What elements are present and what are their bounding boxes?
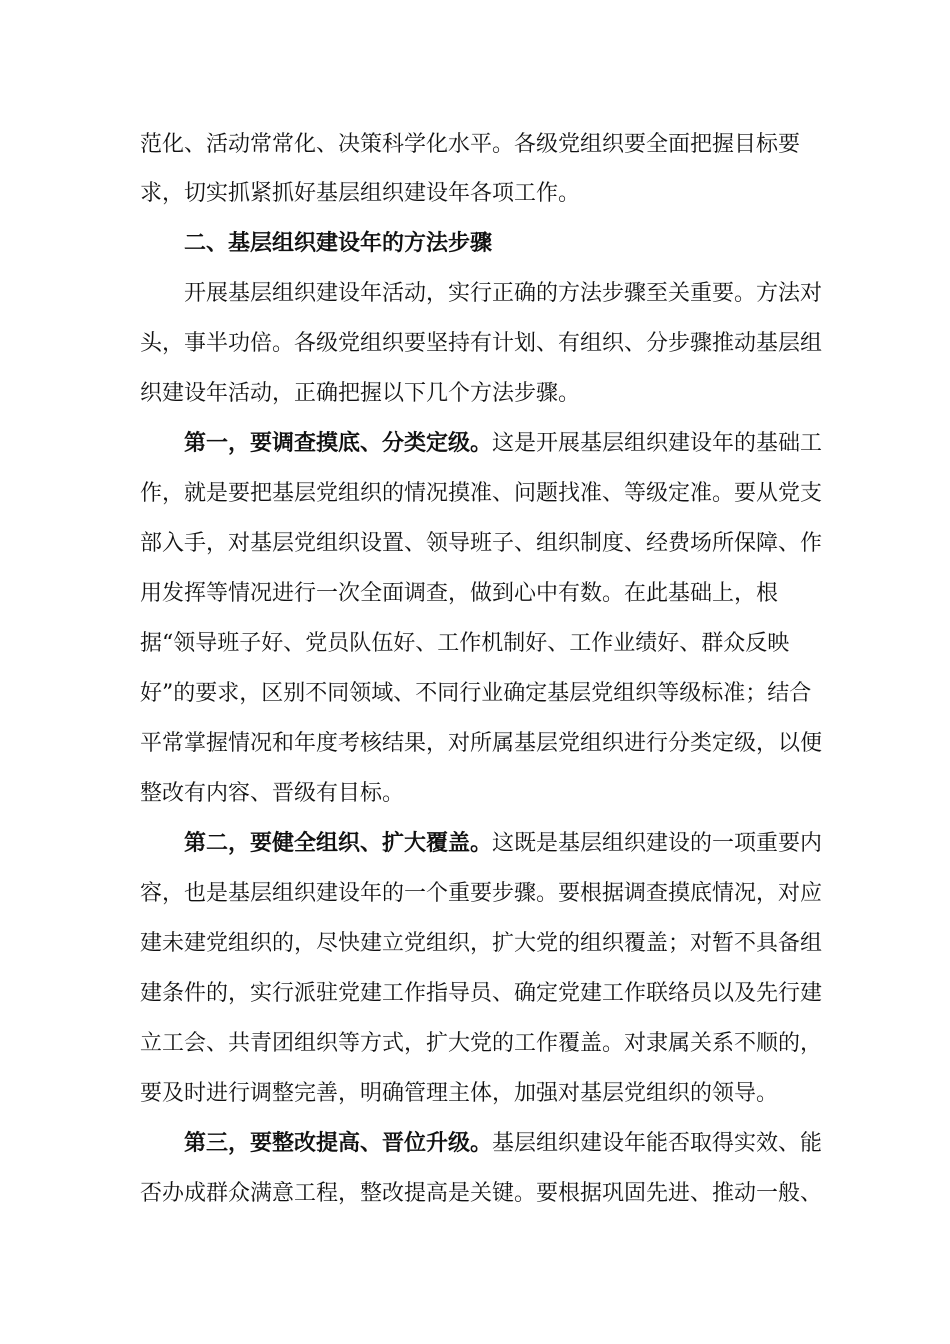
- text-span: 求，切实抓紧抓好基层组织建设年各项工作。: [140, 181, 581, 206]
- text-span: 头，事半功倍。各级党组织要坚持有计划、有组织、分步骤推动基层组: [140, 331, 823, 356]
- text-span: 这既是基层组织建设的一项重要内: [492, 831, 823, 856]
- step-one-lead: 第一，要调查摸底、分类定级。: [184, 431, 493, 456]
- paragraph-line: [0, 1174, 950, 1214]
- paragraph-line: [0, 1024, 950, 1064]
- text-span: 建未建党组织的，尽快建立党组织，扩大党的组织覆盖；对暂不具备组: [140, 931, 823, 956]
- paragraph-line: [0, 125, 950, 165]
- paragraph-line: [0, 1074, 950, 1114]
- paragraph-line: [0, 574, 950, 614]
- paragraph-line: [0, 674, 950, 714]
- text-span: 作，就是要把基层党组织的情况摸准、问题找准、等级定准。要从党支: [140, 481, 823, 506]
- paragraph-line: [0, 524, 950, 564]
- step-three-lead: 第三，要整改提高、晋位升级。: [184, 1131, 493, 1156]
- paragraph-line: [0, 474, 950, 514]
- section-heading: [0, 224, 950, 264]
- paragraph-line: [0, 974, 950, 1014]
- text-span: 织建设年活动，正确把握以下几个方法步骤。: [140, 381, 581, 406]
- paragraph-line: [0, 724, 950, 764]
- paragraph-line: [0, 324, 950, 364]
- paragraph-line: [0, 774, 950, 814]
- text-span: 平常掌握情况和年度考核结果，对所属基层党组织进行分类定级，以便: [140, 731, 823, 756]
- paragraph-line: [0, 374, 950, 414]
- paragraph-line: [0, 824, 950, 864]
- paragraph-line: [0, 174, 950, 214]
- text-span: 用发挥等情况进行一次全面调查，做到心中有数。在此基础上，根: [140, 581, 779, 606]
- text-span: 整改有内容、晋级有目标。: [140, 781, 405, 806]
- text-span: 容，也是基层组织建设年的一个重要步骤。要根据调查摸底情况，对应: [140, 881, 823, 906]
- text-span: 据“领导班子好、党员队伍好、工作机制好、工作业绩好、群众反映: [140, 631, 790, 656]
- paragraph-line: [0, 274, 950, 314]
- text-span: 部入手，对基层党组织设置、领导班子、组织制度、经费场所保障、作: [140, 531, 823, 556]
- paragraph-line: [0, 424, 950, 464]
- text-span: 否办成群众满意工程，整改提高是关键。要根据巩固先进、推动一般、: [140, 1181, 823, 1206]
- paragraph-line: [0, 874, 950, 914]
- paragraph-line: [0, 1124, 950, 1164]
- text-span: 范化、活动常常化、决策科学化水平。各级党组织要全面把握目标要: [140, 132, 801, 157]
- section-heading-text: 二、基层组织建设年的方法步骤: [184, 231, 493, 256]
- text-span: 开展基层组织建设年活动，实行正确的方法步骤至关重要。方法对: [184, 281, 823, 306]
- text-span: 基层组织建设年能否取得实效、能: [492, 1131, 823, 1156]
- text-span: 立工会、共青团组织等方式，扩大党的工作覆盖。对隶属关系不顺的，: [140, 1031, 823, 1056]
- paragraph-line: [0, 924, 950, 964]
- text-span: 这是开展基层组织建设年的基础工: [492, 431, 823, 456]
- text-span: 要及时进行调整完善，明确管理主体，加强对基层党组织的领导。: [140, 1081, 779, 1106]
- paragraph-line: [0, 624, 950, 664]
- step-two-lead: 第二，要健全组织、扩大覆盖。: [184, 831, 493, 856]
- text-span: 建条件的，实行派驻党建工作指导员、确定党建工作联络员以及先行建: [140, 981, 823, 1006]
- text-span: 好”的要求，区别不同领域、不同行业确定基层党组织等级标准；结合: [140, 681, 812, 706]
